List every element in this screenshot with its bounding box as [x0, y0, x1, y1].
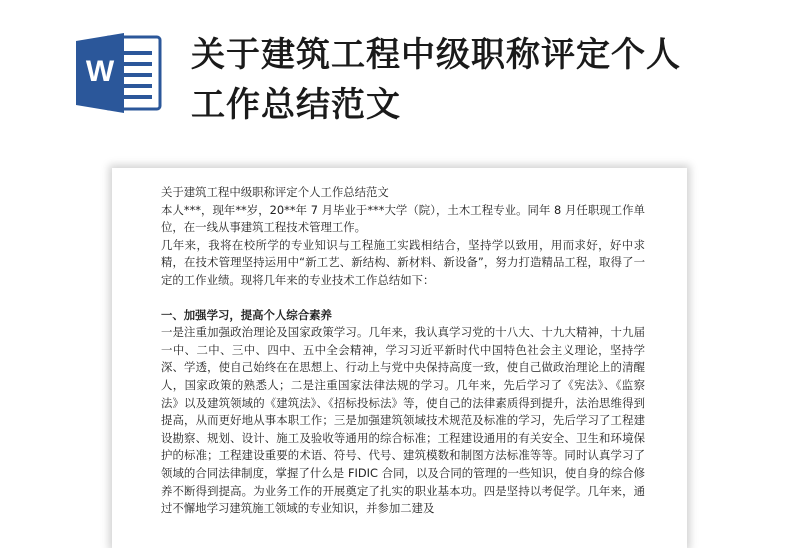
document-title: 关于建筑工程中级职称评定个人工作总结范文 [161, 185, 389, 199]
paragraph-gap [161, 290, 645, 307]
document-body [161, 184, 645, 518]
word-document-icon [76, 31, 162, 115]
page-title [191, 30, 781, 130]
document-paragraph: 本人***，现年**岁，20**年 7 月毕业于***大学（院），土木工程专业。同年 8 月任职现工作单位，在一线从事建筑工程技术管理工作。 [161, 202, 645, 235]
page-title-line-1: 关于建筑工程中级职称评定个人 [191, 35, 681, 75]
document-paragraph: 几年来，我将在校所学的专业知识与工程施工实践相结合，坚持学以致用，用而求好，好中求精，在技术管理坚持运用中“新工艺、新结构、新材料、新设备”，努力打造精品工程，取得了一定的工作业绩。现将几年来的专业技术工作总结如下： [161, 237, 645, 287]
header [0, 0, 800, 160]
page-title-line-2: 工作总结范文 [191, 85, 401, 125]
document-paragraph: 一是注重加强政治理论及国家政策学习。几年来，我认真学习党的十八大、十九大精神，十九届一中、二中、三中、四中、五中全会精神，学习习近平新时代中国特色社会主义理论，坚持学深、学透，使自己始终在在思想上、行动上与党中央保持高度一致，使自己做政治理论上的清醒人，国家政策的熟悉人；二是注重国家法律法规的学习。几年来，先后学习了《宪法》、《监察法》以及建筑领域的《建筑法》、《招标投标法》等，使自己的法律素质得到提升，法治思维得到提高，从而更好地从事本职工作；三是加强建筑领域技术规范及标准的学习，先后学习了工程建设勘察、规划、设计、施工及验收等通用的综合标准；工程建设通用的有关安全、卫生和环境保护的标准；工程建设重要的术语、符号、代号、建筑模数和制图方法标准等等。同时认真学习了领域的合同法律制度，掌握了什么是 FIDIC 合同，以及合同的管理的一些知识，使自身的综合修养不断得到提高。为业务工作的开展奠定了扎实的职业基本功。四是坚持以考促学。几年来，通过不懈地学习建筑施工领域的专业知识，并参加二建及 [161, 325, 645, 516]
document-page-preview [112, 168, 687, 548]
section-heading: 一、加强学习，提高个人综合素养 [161, 307, 332, 322]
word-logo-letter: W [85, 55, 115, 88]
